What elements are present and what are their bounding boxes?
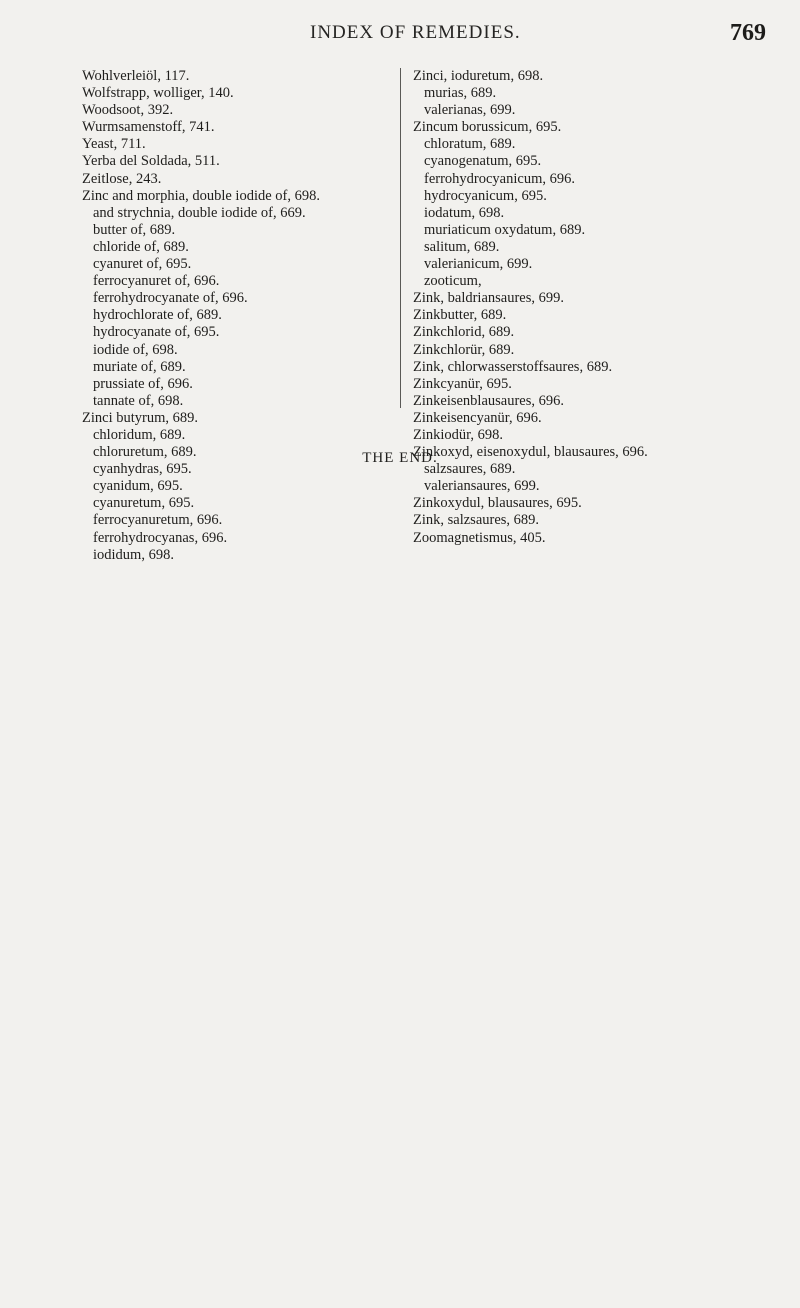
index-entry: ferrocyanuret of, 696. [93,273,220,290]
index-entry: salzsaures, 689. [424,461,516,478]
index-entry: Wohlverleiöl, 117. [82,68,190,84]
index-entry: ferrohydrocyanas, 696. [93,529,228,546]
index-entry: prussiate of, 696. [93,375,193,392]
index-entry: iodatum, 698. [424,204,505,221]
index-entry: chloruretum, 689. [93,444,197,461]
index-entry: ferrocyanuretum, 696. [93,512,223,529]
page-number: 769 [730,20,766,46]
index-entry: cyanuret of, 695. [93,256,192,273]
index-entry: Zinkeisenblausaures, 696. [413,392,565,409]
index-column-left [82,68,382,564]
index-entry: hydrocyanate of, 695. [93,324,220,341]
index-entry: Yeast, 711. [82,136,146,153]
index-entry: Zink, baldriansaures, 699. [413,290,565,307]
index-entry: iodidum, 698. [93,546,174,563]
index-entry: muriaticum oxydatum, 689. [424,221,586,238]
running-head: INDEX OF REMEDIES. [310,22,521,43]
index-entry: butter of, 689. [93,221,176,238]
index-entry: Zoomagnetismus, 405. [413,529,546,546]
index-entry: Zinci butyrum, 689. [82,409,198,426]
index-entry: Zink, chlorwasserstoffsaures, 689. [413,358,613,375]
index-entry: Woodsoot, 392. [82,102,174,119]
the-end-text: THE END. [362,450,438,466]
index-entry: murias, 689. [424,85,497,102]
index-entry: Zinkiodür, 698. [413,426,504,443]
index-entry: Zincum borussicum, 695. [413,119,562,136]
index-entry: Zinkchlorür, 689. [413,341,515,358]
index-entry: Zinkcyanür, 695. [413,375,512,392]
index-entry: cyanhydras, 695. [93,461,192,478]
index-entry: Zinkoxydul, blausaures, 695. [413,495,582,512]
index-entry: Zink, salzsaures, 689. [413,512,540,529]
index-entry: cyanidum, 695. [93,478,183,495]
index-entry: Zeitlose, 243. [82,170,162,187]
index-entry: Wurmsamenstoff, 741. [82,119,215,136]
index-entry: valerianas, 699. [424,102,516,119]
index-entry: chloridum, 689. [93,426,186,443]
index-entry: Zinkoxyd, eisenoxydul, blausaures, 696. [413,444,648,461]
index-entry: Zinci, ioduretum, 698. [413,68,544,84]
index-entry: cyanogenatum, 695. [424,153,542,170]
index-entry: cyanuretum, 695. [93,495,195,512]
index-entry: Yerba del Soldada, 511. [82,153,220,170]
index-entry: hydrochlorate of, 689. [93,307,222,324]
index-entry: ferrohydrocyanicum, 696. [424,170,575,187]
index-entry: Zinkeisencyanür, 696. [413,409,542,426]
index-entry: and strychnia, double iodide of, 669. [93,204,306,221]
index-entry: Zinc and morphia, double iodide of, 698. [82,187,320,204]
index-entry: valeriansaures, 699. [424,478,540,495]
index-entry: chloride of, 689. [93,238,189,255]
index-entry: valerianicum, 699. [424,256,533,273]
index-entry: muriate of, 689. [93,358,186,375]
index-entry: iodide of, 698. [93,341,178,358]
index-entry: hydrocyanicum, 695. [424,187,547,204]
index-entry: salitum, 689. [424,238,500,255]
index-entry: chloratum, 689. [424,136,516,153]
index-entry: ferrohydrocyanate of, 696. [93,290,248,307]
index-entry: Zinkchlorid, 689. [413,324,515,341]
index-entry: tannate of, 698. [93,392,184,409]
page-header [0,20,800,50]
index-entry: zooticum, [424,273,482,290]
index-entry: Wolfstrapp, wolliger, 140. [82,85,234,102]
index-entry: Zinkbutter, 689. [413,307,507,324]
